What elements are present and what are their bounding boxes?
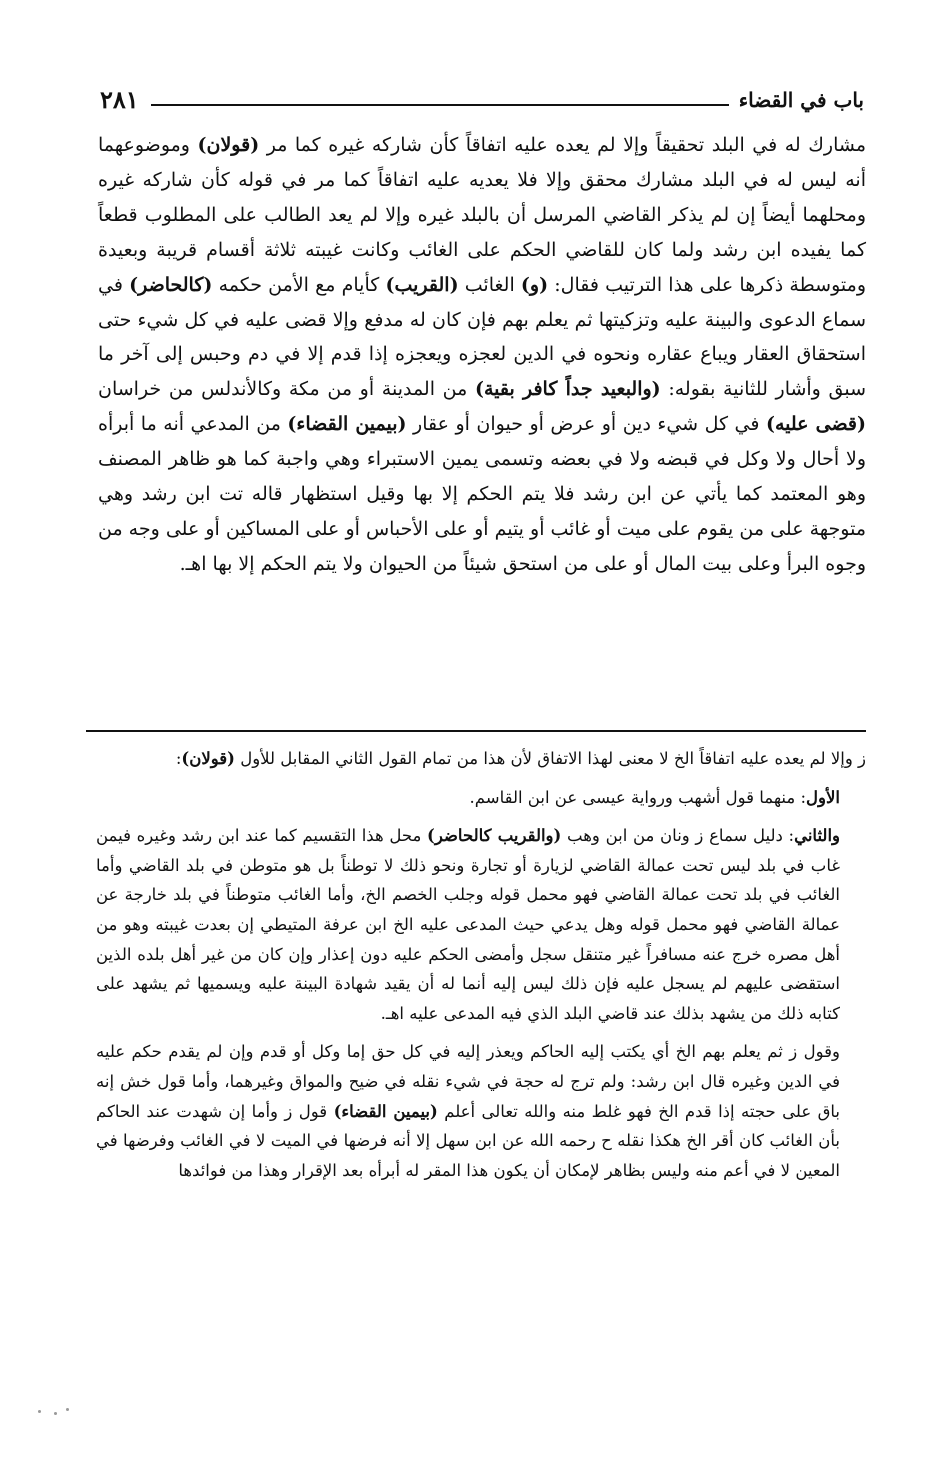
main-text-segment: وموضوعهما أنه ليس له في البلد مشارك محقق وإلا فلا يعديه عليه اتفاقاً كما مر في قوله كأن شاركه غيره ومحلهما أيضاً إن لم يذكر القاضي المرسل أن بالبلد غيره وإلا لم يعد الطالب على المطلوب قطعاً كما يفيده ابن رشد ولما كان للقاضي الحكم على الغائب وكانت غيبته ثلاثة أقسام قريبة وبعيدة ومتوسطة ذكرها على هذا الترتيب فقال: — [98, 134, 866, 296]
main-text-keyword: (والبعيد جداً كافر بقية) — [474, 378, 661, 401]
main-text — [98, 128, 866, 582]
page-number: ٢٨١ — [100, 85, 139, 114]
footnotes — [96, 744, 866, 1185]
main-text-segment: من المدينة أو من مكة وكالأندلس من خراسان — [98, 378, 475, 401]
header-rule — [151, 104, 729, 106]
footnote-gap — [96, 812, 866, 821]
page-header — [100, 76, 864, 116]
main-text-segment: في سماع الدعوى والبينة عليه وتزكيتها ثم يعلم بهم فإن كان له مدفع وإلا قضى عليه في كل شيء حتى استحقاق العقار ويباع عقاره ونحوه في الدين لعجزه ويعجزه إذا قدم إلا في دم وحبس إلى آخر ما سبق وأشار للثانية بقوله: — [98, 273, 867, 401]
scan-speck — [54, 1412, 57, 1415]
footnote-separator — [86, 730, 866, 732]
footnote-gap — [96, 774, 866, 783]
main-text-segment: في كل شيء دين أو عرض أو حيوان أو عقار — [406, 413, 766, 436]
main-text-keyword: (قولان) — [197, 134, 260, 156]
main-text-segment: مشارك له في البلد تحقيقاً وإلا لم يعده عليه اتفاقاً كأن شاركه غيره كما مر — [259, 134, 866, 156]
main-text-keyword: (بيمين القضاء) — [287, 413, 407, 436]
footnote-paragraph: ز وإلا لم يعده عليه اتفاقاً الخ لا معنى لهذا الاتفاق لأن هذا من تمام القول الثاني المقابل للأول (قولان): — [175, 749, 866, 768]
chapter-title: باب في القضاء — [738, 88, 864, 112]
scan-speck — [66, 1408, 69, 1411]
scan-speck — [38, 1410, 41, 1413]
main-text-segment: من المدعي أنه ما أبرأه ولا أحال ولا وكل في قبضه ولا في بعضه وتسمى يمين الاستبراء وهي واجبة كما هو ظاهر المصنف وهو المعتمد كما يأتي عن ابن رشد فلا يتم الحكم إلا بها وقيل استظهار قاله تت ابن رشد وهي متوجهة على من يقوم على ميت أو غائب أو يتيم أو على الأحباس أو على المساكين أو على وجه من وجوه البرأ وعلى بيت المال أو على من استحق شيئاً من الحيوان ولا يتم الحكم إلا بها اهـ. — [98, 413, 866, 575]
footnote-paragraph: والثاني: دليل سماع ز ونان من ابن وهب (والقريب كالحاضر) محل هذا التقسيم كما عند ابن رشد وغيره فيمن غاب في بلد ليس تحت عمالة القاضي لزيارة أو تجارة ونحو ذلك لا توطناً بل هو متوطن في بلد القاضي وأما الغائب في بلد تحت عمالة القاضي فهو محمل قوله وجلب الخصم الخ، وأما الغائب متوطناً في بلد خارجة عن عمالة القاضي فهو محمل قوله وهل يدعي حيث المدعى عليه الخ ابن عرفة المتيطي إن بعدت غيبته وهو من أهل مصره خرج عنه مسافراً غير متنقل سجل وأمضى الحكم عليه دون إعذار وإن كان من غير أهل بلده الذين استقضى عليهم لم يسجل عليه فإن ذلك ليس إليه أنما له أن يقيد شهادة البينة عليه ويسميها ثم يشهد على كتابه ذلك من يشهد بذلك عند قاضي البلد الذي فيه المدعى عليه اهـ. — [96, 826, 841, 1023]
main-text-keyword: (القريب) — [385, 273, 459, 296]
main-text-segment: كأيام مع الأمن حكمه — [212, 273, 386, 296]
footnote-paragraph: وقول ز ثم يعلم بهم الخ أي يكتب إليه الحاكم ويعذر إليه في كل حق إما وكل أو قدم وإن لم يقدم حكم عليه في الدين وغيره قال ابن رشد: ولم ترج له حجة في شيء نقله في ضيح والمواق وغيرهما، وأما قول خش إنه باق على حجته إذا قدم الخ فهو غلط منه والله تعالى أعلم (بيمين القضاء) قول ز وأما إن شهدت عند الحاكم بأن الغائب كان أقر الخ هكذا نقله ح رحمه الله عن ابن سهل إلا أنه فرضها في الميت لا في الغائب وفرضها في المعين لا في أعم منه وليس بظاهر لإمكان أن يكون هذا المقر له أبرأه بعد الإقرار وهذا من فوائدها — [96, 1042, 840, 1180]
footnote-gap — [96, 1028, 866, 1037]
main-text-keyword: (كالحاضر) — [129, 273, 213, 296]
main-text-segment: الغائب — [458, 273, 521, 296]
main-text-keyword: (و) — [520, 273, 549, 296]
main-text-keyword: (قضى عليه) — [765, 413, 866, 436]
footnote-paragraph: الأول: منهما قول أشهب ورواية عيسى عن ابن القاسم. — [469, 787, 840, 807]
